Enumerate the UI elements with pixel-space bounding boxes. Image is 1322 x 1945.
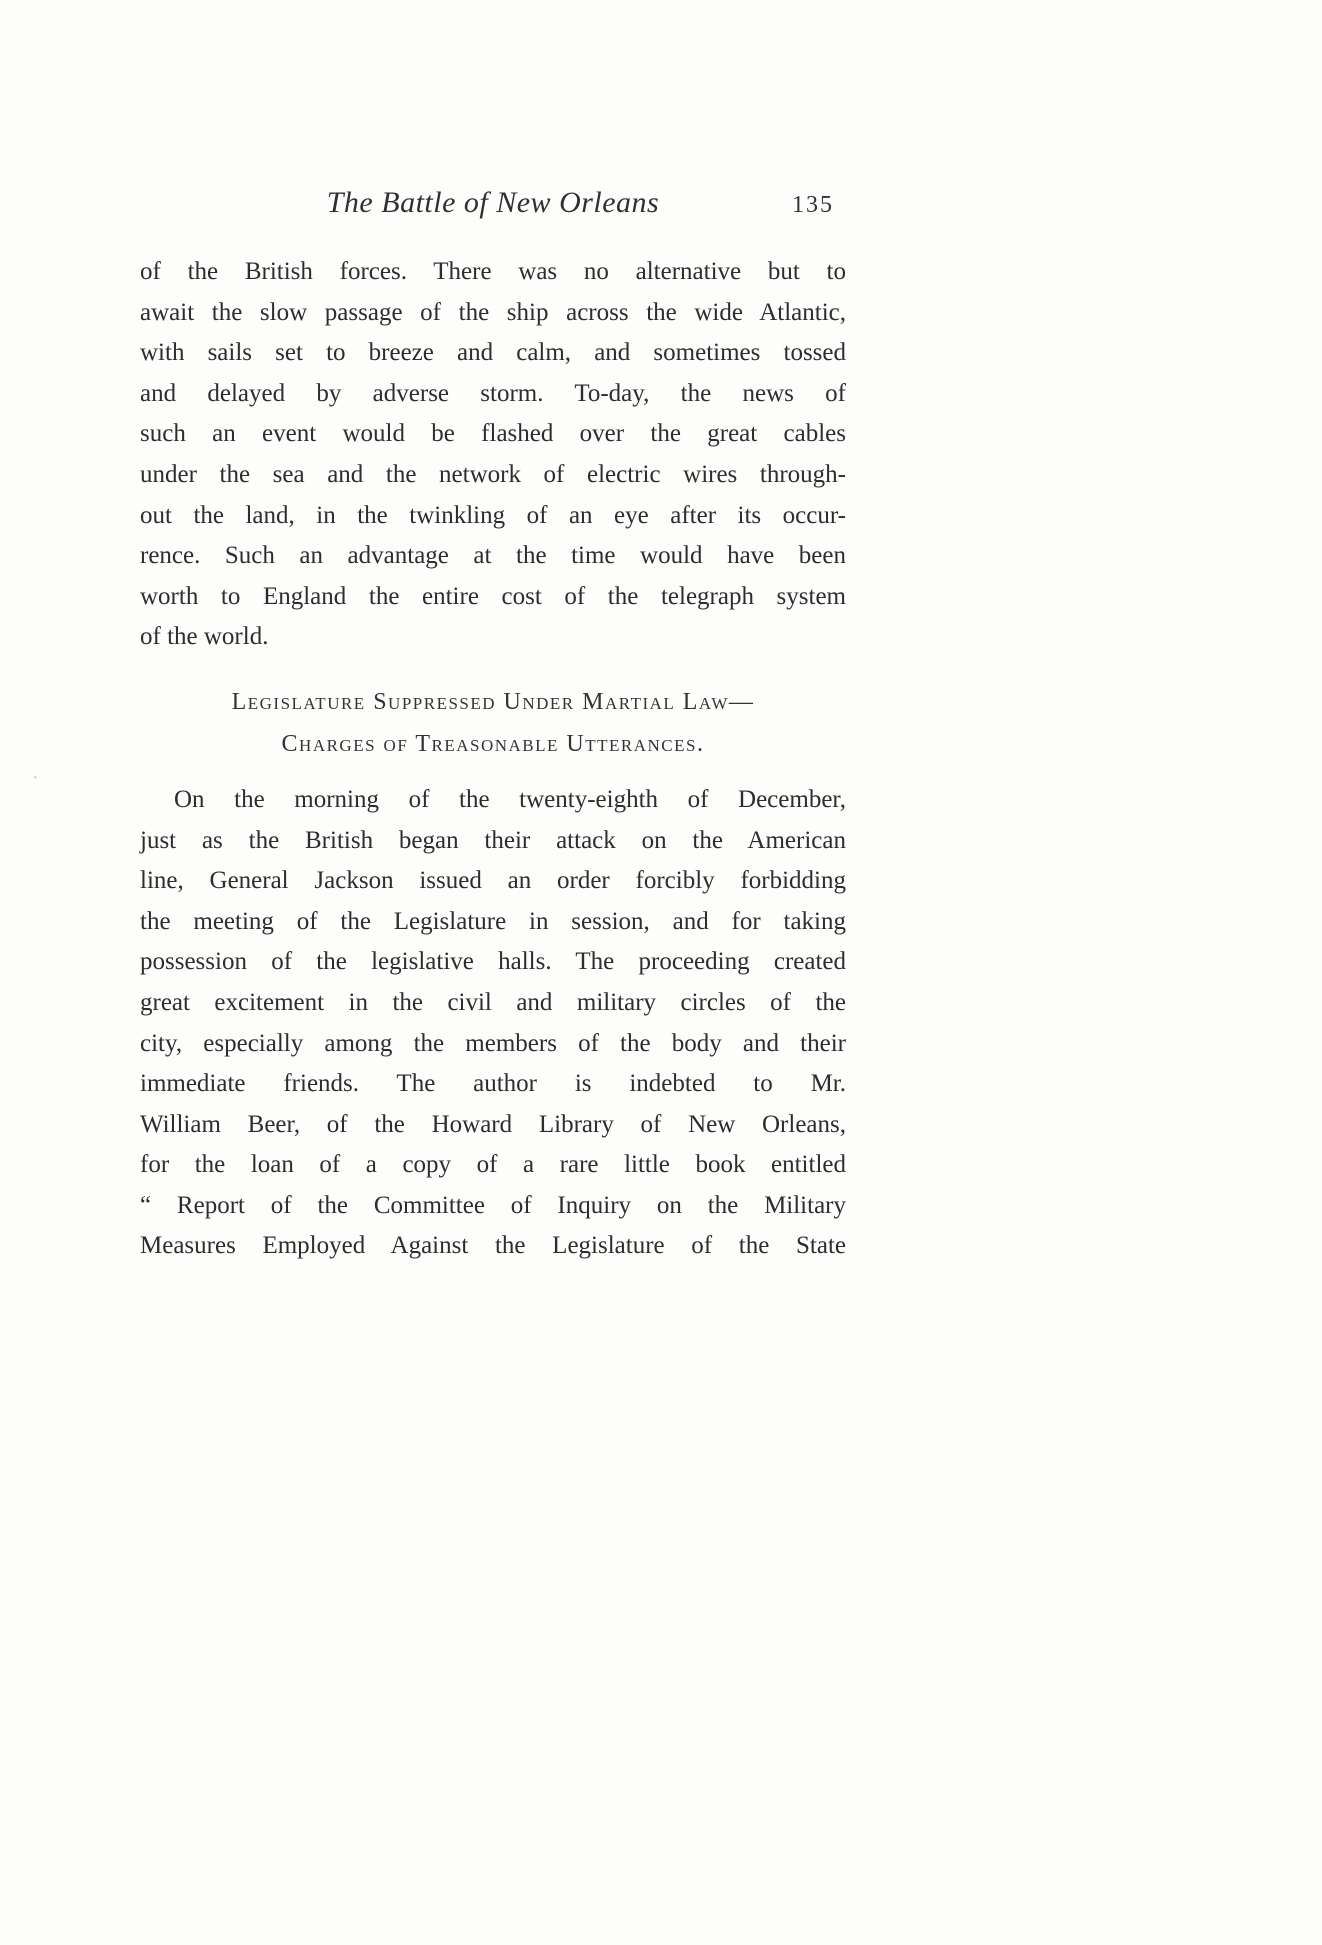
text-line: great excitement in the civil and military circles of the [140, 988, 846, 1016]
page-number: 135 [792, 192, 834, 218]
text-line: out the land, in the twinkling of an eye after its occur- [140, 501, 846, 529]
scan-artifact: · [32, 767, 39, 789]
section-heading-line2: Charges of Treasonable Utterances. [281, 730, 705, 757]
text-line: On the morning of the twenty-eighth of December, [174, 785, 846, 813]
text-line: of the world. [140, 623, 269, 651]
text-line: with sails set to breeze and calm, and sometimes tossed [140, 339, 846, 367]
text-line: William Beer, of the Howard Library of New Orleans, [140, 1110, 846, 1138]
text-line: and delayed by adverse storm. To-day, the news of [140, 379, 846, 407]
text-line: such an event would be flashed over the great cables [140, 420, 846, 448]
text-line: line, General Jackson issued an order forcibly forbidding [140, 867, 846, 895]
text-line: city, especially among the members of the body and their [140, 1029, 846, 1057]
text-line: await the slow passage of the ship across the wide Atlantic, [140, 298, 846, 326]
page-header [140, 186, 846, 230]
text-line: “ Report of the Committee of Inquiry on the Military [140, 1191, 846, 1219]
text-line: rence. Such an advantage at the time would have been [140, 542, 846, 570]
text-line: under the sea and the network of electric wires through- [140, 460, 846, 488]
text-line: worth to England the entire cost of the telegraph system [140, 582, 846, 610]
text-line: Measures Employed Against the Legislature of the State [140, 1232, 846, 1260]
text-line: the meeting of the Legislature in session, and for taking [140, 907, 846, 935]
text-line: just as the British began their attack on the American [140, 826, 846, 854]
running-title: The Battle of New Orleans [326, 186, 660, 219]
text-line: possession of the legislative halls. The proceeding created [140, 948, 846, 976]
section-heading [140, 681, 846, 765]
paragraph-2 [140, 780, 846, 1267]
text-block [140, 252, 846, 1267]
paragraph-1 [140, 252, 846, 658]
text-line: immediate friends. The author is indebted to Mr. [140, 1070, 846, 1098]
text-line: for the loan of a copy of a rare little book entitled [140, 1151, 846, 1179]
section-heading-line1: Legislature Suppressed Under Martial Law— [231, 688, 755, 715]
text-line: of the British forces. There was no alternative but to [140, 258, 846, 285]
paragraph-1-lines [140, 252, 846, 617]
